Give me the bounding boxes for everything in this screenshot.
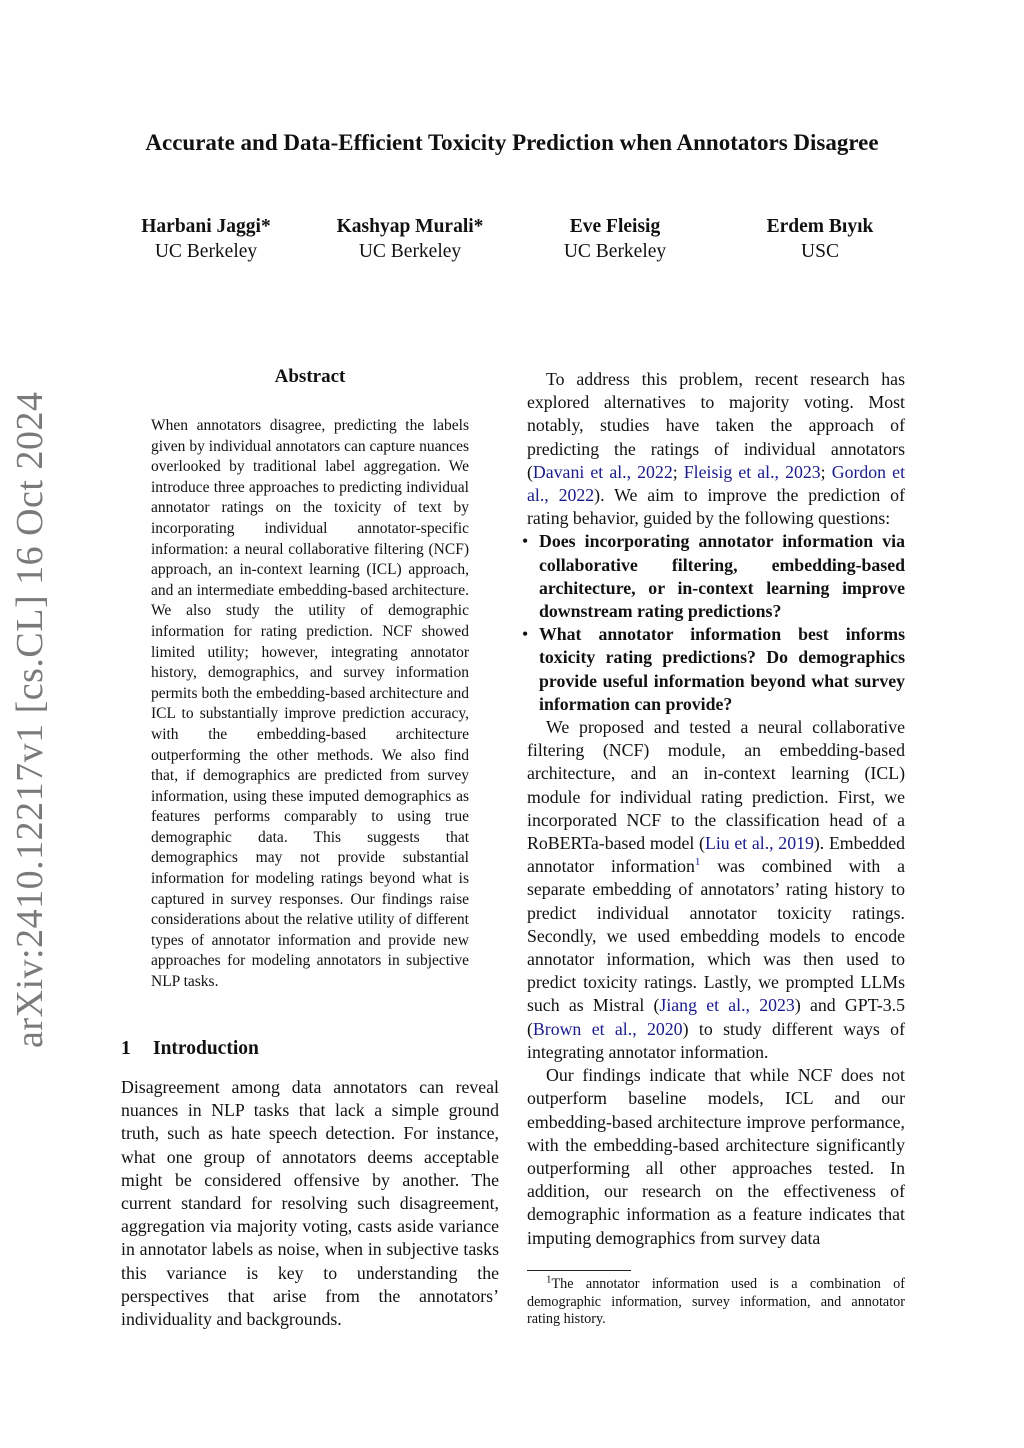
text-run: ). We aim to improve the prediction of rating behavior, guided by the following questions: [527,485,905,529]
author-affiliation: UC Berkeley [563,241,667,262]
author-affiliation: USC [801,241,839,262]
footnote-divider [527,1270,631,1271]
author-affiliation: UC Berkeley [358,241,462,262]
footnote-marker[interactable]: 1 [694,856,701,869]
author-block [515,214,715,264]
list-item [522,623,905,716]
author-block [720,214,920,264]
intro-paragraph: Disagreement among data annotators can reveal nuances in NLP tasks that lack a simple ground truth, such as hate speech detection. For instance, what one group of annotators deems acceptable might be considered offensive by another. The current standard for resolving such disagreement, aggregation via majority voting, casts aside variance in annotator labels as noise, when in subjective tasks this variance is key to understanding the perspectives that arise from the annotators’ individuality and backgrounds. [121,1077,499,1330]
text-run: ). Embedded annotator information [527,833,905,877]
author-name: Harbani Jaggi* [141,216,271,237]
text-run: We proposed and tested a neural collaborative filtering (NCF) module, an embedding-based architecture, and an in-context learning (ICL) module for individual rating prediction. First, we incorporated NCF to the classification head of a RoBERTa-based model ( [527,717,905,854]
author-name: Eve Fleisig [569,216,661,237]
text-run: To address this problem, recent research has explored alternatives to majority voting. Most notably, studies have taken the approach of predicting the ratings of individual annotators ( [527,369,905,482]
bullet-glyph: • [522,624,529,645]
footnote-text: The annotator information used is a combination of demographic information, survey information, and annotator rating history. [527,1276,905,1327]
text-run: ) and GPT-3.5 ( [527,995,905,1039]
paragraph [527,368,905,530]
bullet-glyph: • [522,531,529,552]
list-item [522,530,905,623]
citation-link[interactable]: Davani et al., 2022 [532,461,673,482]
text-run: ) to study different ways of integrating annotator information. [527,1018,905,1062]
section-title: Introduction [153,1038,259,1059]
paper-title: Accurate and Data-Efficient Toxicity Prediction when Annotators Disagree [145,130,879,155]
right-column [522,368,906,1250]
list-item-text: Does incorporating annotator information via collaborative filtering, embedding-based architecture, or in-context learning improve downstream rating predictions? [539,531,905,622]
author-affiliation: UC Berkeley [154,241,258,262]
footnote-number: 1 [546,1273,552,1286]
abstract-body: When annotators disagree, predicting the labels given by individual annotators can capture nuances overlooked by traditional label aggregation. We introduce three approaches to predicting individual annotator ratings on the toxicity of text by incorporating individual annotator-specific information: a neural collaborative filtering (NCF) approach, an in-context learning (ICL) approach, and an intermediate embedding-based architecture. We also study the utility of demographic information for rating prediction. NCF showed limited utility; however, integrating annotator history, demographics, and survey information permits both the embedding-based architecture and ICL to substantially improve prediction accuracy, with the embedding-based architecture outperforming the other methods. We also find that, if demographics are predicted from survey information, using these imputed demographics as features performs comparably to using true demographic data. This suggests that demographics may not provide substantial information for modeling ratings beyond what is captured in survey responses. Our findings raise considerations about the relative utility of different types of annotator information and provide new approaches for modeling annotators in subjective NLP tasks. [151,417,469,991]
paragraph [527,716,905,1064]
section-heading-introduction [121,1038,259,1060]
author-block [310,214,510,264]
paragraph: Our findings indicate that while NCF does not outperform baseline models, ICL and our embedding-based architecture improve performance, with the embedding-based architecture significantly outperforming all other approaches tested. In addition, our research on the effectiveness of demographic information as a feature indicates that imputing demographics from survey data [527,1065,905,1248]
arxiv-identifier: arXiv:2410.12217v1 [cs.CL] 16 Oct 2024 [9,391,51,1048]
section-number: 1 [121,1038,131,1059]
research-questions-list [522,530,905,716]
author-name: Erdem Bıyık [766,216,874,237]
citation-link[interactable]: Jiang et al., 2023 [659,995,795,1016]
text-run: ; [820,461,832,482]
citation-link[interactable]: Gordon et al., 2022 [527,461,906,506]
author-name: Kashyap Murali* [336,216,484,237]
text-run: was combined with a separate embedding of annotators’ rating history to predict individual annotator toxicity ratings. Secondly, we used embedding models to encode annotator information, which was then used to predict toxicity ratings. Lastly, we prompted LLMs such as Mistral ( [527,856,905,1016]
text-run: ; [672,461,684,482]
citation-link[interactable]: Fleisig et al., 2023 [683,461,821,482]
footnote [527,1273,905,1329]
abstract-heading: Abstract [274,366,346,387]
citation-link[interactable]: Brown et al., 2020 [532,1018,683,1039]
author-block [106,214,306,264]
list-item-text: What annotator information best informs toxicity rating predictions? Do demographics provide useful information beyond what survey information can provide? [539,624,905,714]
citation-link[interactable]: Liu et al., 2019 [704,833,814,854]
